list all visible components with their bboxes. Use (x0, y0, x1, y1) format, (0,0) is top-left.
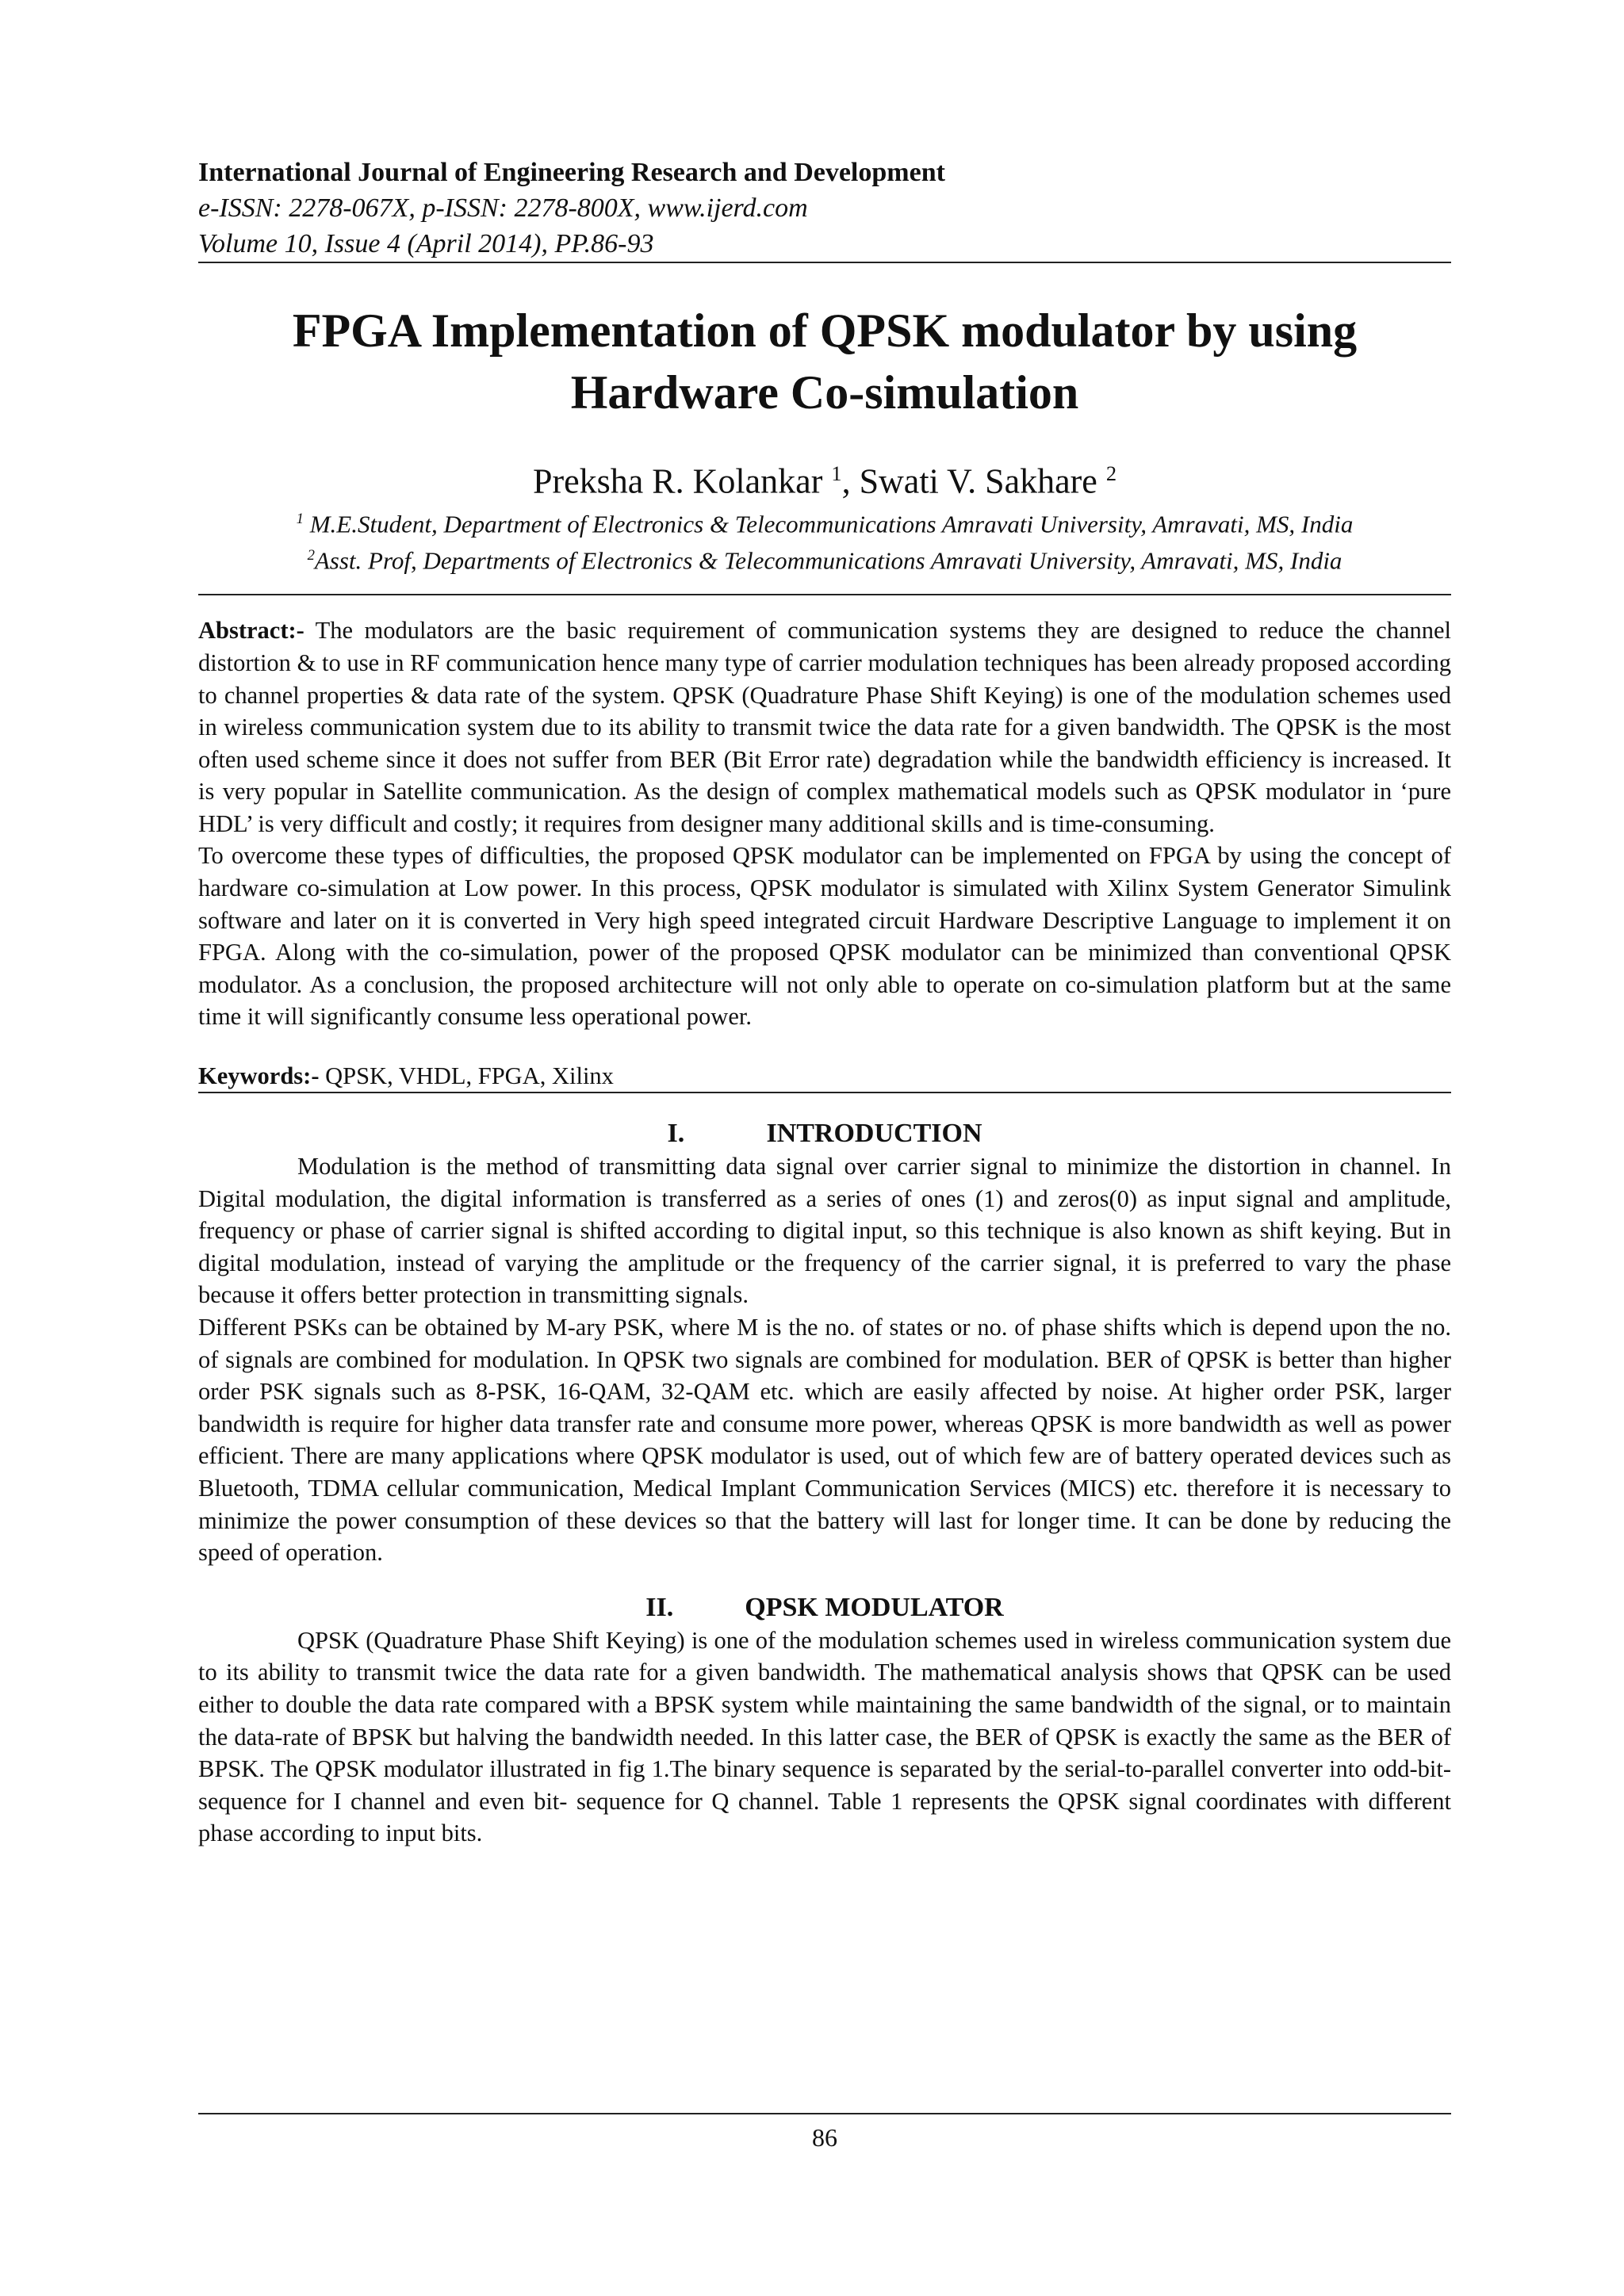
keywords-rule (198, 1092, 1451, 1093)
footer-rule (198, 2113, 1451, 2114)
header-rule (198, 262, 1451, 263)
paper-page (198, 155, 1451, 1850)
affiliation-1-marker: 1 (296, 510, 304, 527)
section-number: II. (645, 1592, 674, 1622)
introduction-paragraph-1: Modulation is the method of transmitting data signal over carrier signal to minimize the distortion in channel. In Digital modulation, the digital information is transferred as a series of ones (1) and zeros(0) as input signal and amplitude, frequency or phase of carrier signal is shifted according to digital input, so this technique is also known as shift keying. But in digital modulation, instead of varying the amplitude or the frequency of the carrier signal, it is preferred to vary the phase because it offers better protection in transmitting signals. (198, 1153, 1451, 1309)
paper-title-line-2: Hardware Co-simulation (570, 366, 1079, 419)
author-2: , Swati V. Sakhare (841, 461, 1106, 501)
keywords-text: QPSK, VHDL, FPGA, Xilinx (319, 1062, 614, 1090)
keywords (198, 1060, 1451, 1092)
journal-volume: Volume 10, Issue 4 (April 2014), PP.86-93 (198, 229, 654, 258)
author-1-marker: 1 (831, 461, 842, 485)
journal-header (198, 155, 1451, 262)
author-list (198, 452, 1451, 503)
journal-name: International Journal of Engineering Research and Development (198, 158, 945, 187)
author-1: Preksha R. Kolankar (532, 461, 832, 501)
section-qpsk-modulator-body (198, 1624, 1451, 1850)
keywords-label: Keywords:- (198, 1062, 320, 1090)
abstract-label: Abstract:- (198, 617, 304, 645)
paper-title-line-1: FPGA Implementation of QPSK modulator by using (292, 304, 1358, 357)
abstract-top-rule (198, 594, 1451, 595)
section-title: QPSK MODULATOR (745, 1592, 1004, 1622)
abstract-text-1: The modulators are the basic requirement of communication systems they are designed to reduce the channel distortion & to use in RF communication hence many type of carrier modulation techniques has been already proposed according to channel properties & data rate of the system. QPSK (Quadrature Phase Shift Keying) is one of the modulation schemes used in wireless communication system due to its ability to transmit twice the data rate for a given bandwidth. The QPSK is the most often used scheme since it does not suffer from BER (Bit Error rate) degradation while the bandwidth efficiency is increased. It is very popular in Satellite communication. As the design of complex mathematical models such as QPSK modulator in ‘pure HDL’ is very difficult and costly; it requires from designer many additional skills and is time-consuming. (198, 617, 1451, 837)
section-title: INTRODUCTION (766, 1119, 982, 1149)
section-number: I. (667, 1119, 685, 1149)
affiliations (198, 503, 1451, 577)
page-number: 86 (812, 2123, 837, 2152)
paper-title (198, 300, 1451, 423)
qpsk-modulator-paragraph-1: QPSK (Quadrature Phase Shift Keying) is one of the modulation schemes used in wireless communication system due to its ability to transmit twice the data rate for a given bandwidth. The mathematical analysis shows that QPSK can be used either to double the data rate compared with a BPSK system while maintaining the same bandwidth of the signal, or to maintain the data-rate of BPSK but halving the bandwidth needed. In this latter case, the BER of QPSK is exactly the same as the BER of BPSK. The QPSK modulator illustrated in fig 1.The binary sequence is separated by the serial-to-parallel converter into odd-bit-sequence for I channel and even bit- sequence for Q channel. Table 1 represents the QPSK signal coordinates with different phase according to input bits. (198, 1626, 1451, 1847)
author-2-marker: 2 (1105, 461, 1117, 485)
affiliation-1-text: M.E.Student, Department of Electronics & Telecommunications Amravati University, Amravati, MS, India (303, 509, 1354, 538)
section-heading-introduction (198, 1117, 1451, 1150)
introduction-paragraph-2: Different PSKs can be obtained by M-ary PSK, where M is the no. of states or no. of phase shifts which is depend upon the no. of signals are combined for modulation. In QPSK two signals are combined for modulation. BER of QPSK is better than higher order PSK signals such as 8-PSK, 16-QAM, 32-QAM etc. which are easily affected by noise. At higher order PSK, larger bandwidth is require for higher data transfer rate and consume more power, whereas QPSK is more bandwidth as well as power efficient. There are many applications where QPSK modulator is used, out of which few are of battery operated devices such as Bluetooth, TDMA cellular communication, Medical Implant Communication Services (MICS) etc. therefore it is necessary to minimize the power consumption of these devices so that the battery will last for longer time. It can be done by reducing the speed of operation. (198, 1314, 1451, 1567)
section-heading-qpsk-modulator (198, 1591, 1451, 1624)
affiliation-2 (198, 540, 1451, 576)
affiliation-1 (198, 503, 1451, 540)
affiliation-2-text: Asst. Prof, Departments of Electronics & Telecommunications Amravati University, Amravati, MS, India (314, 546, 1342, 575)
section-introduction-body (198, 1150, 1451, 1569)
affiliation-2-marker: 2 (307, 546, 315, 564)
abstract-paragraph-1 (198, 614, 1451, 840)
abstract (198, 614, 1451, 1033)
journal-issn: e-ISSN: 2278-067X, p-ISSN: 2278-800X, www.ijerd.com (198, 193, 808, 223)
abstract-paragraph-2: To overcome these types of difficulties, the proposed QPSK modulator can be implemented on FPGA by using the concept of hardware co-simulation at Low power. In this process, QPSK modulator is simulated with Xilinx System Generator Simulink software and later on it is converted in Very high speed integrated circuit Hardware Descriptive Language to implement it on FPGA. Along with the co-simulation, power of the proposed QPSK modulator can be minimized than conventional QPSK modulator. As a conclusion, the proposed architecture will not only able to operate on co-simulation platform but at the same time it will significantly consume less operational power. (198, 842, 1451, 1031)
